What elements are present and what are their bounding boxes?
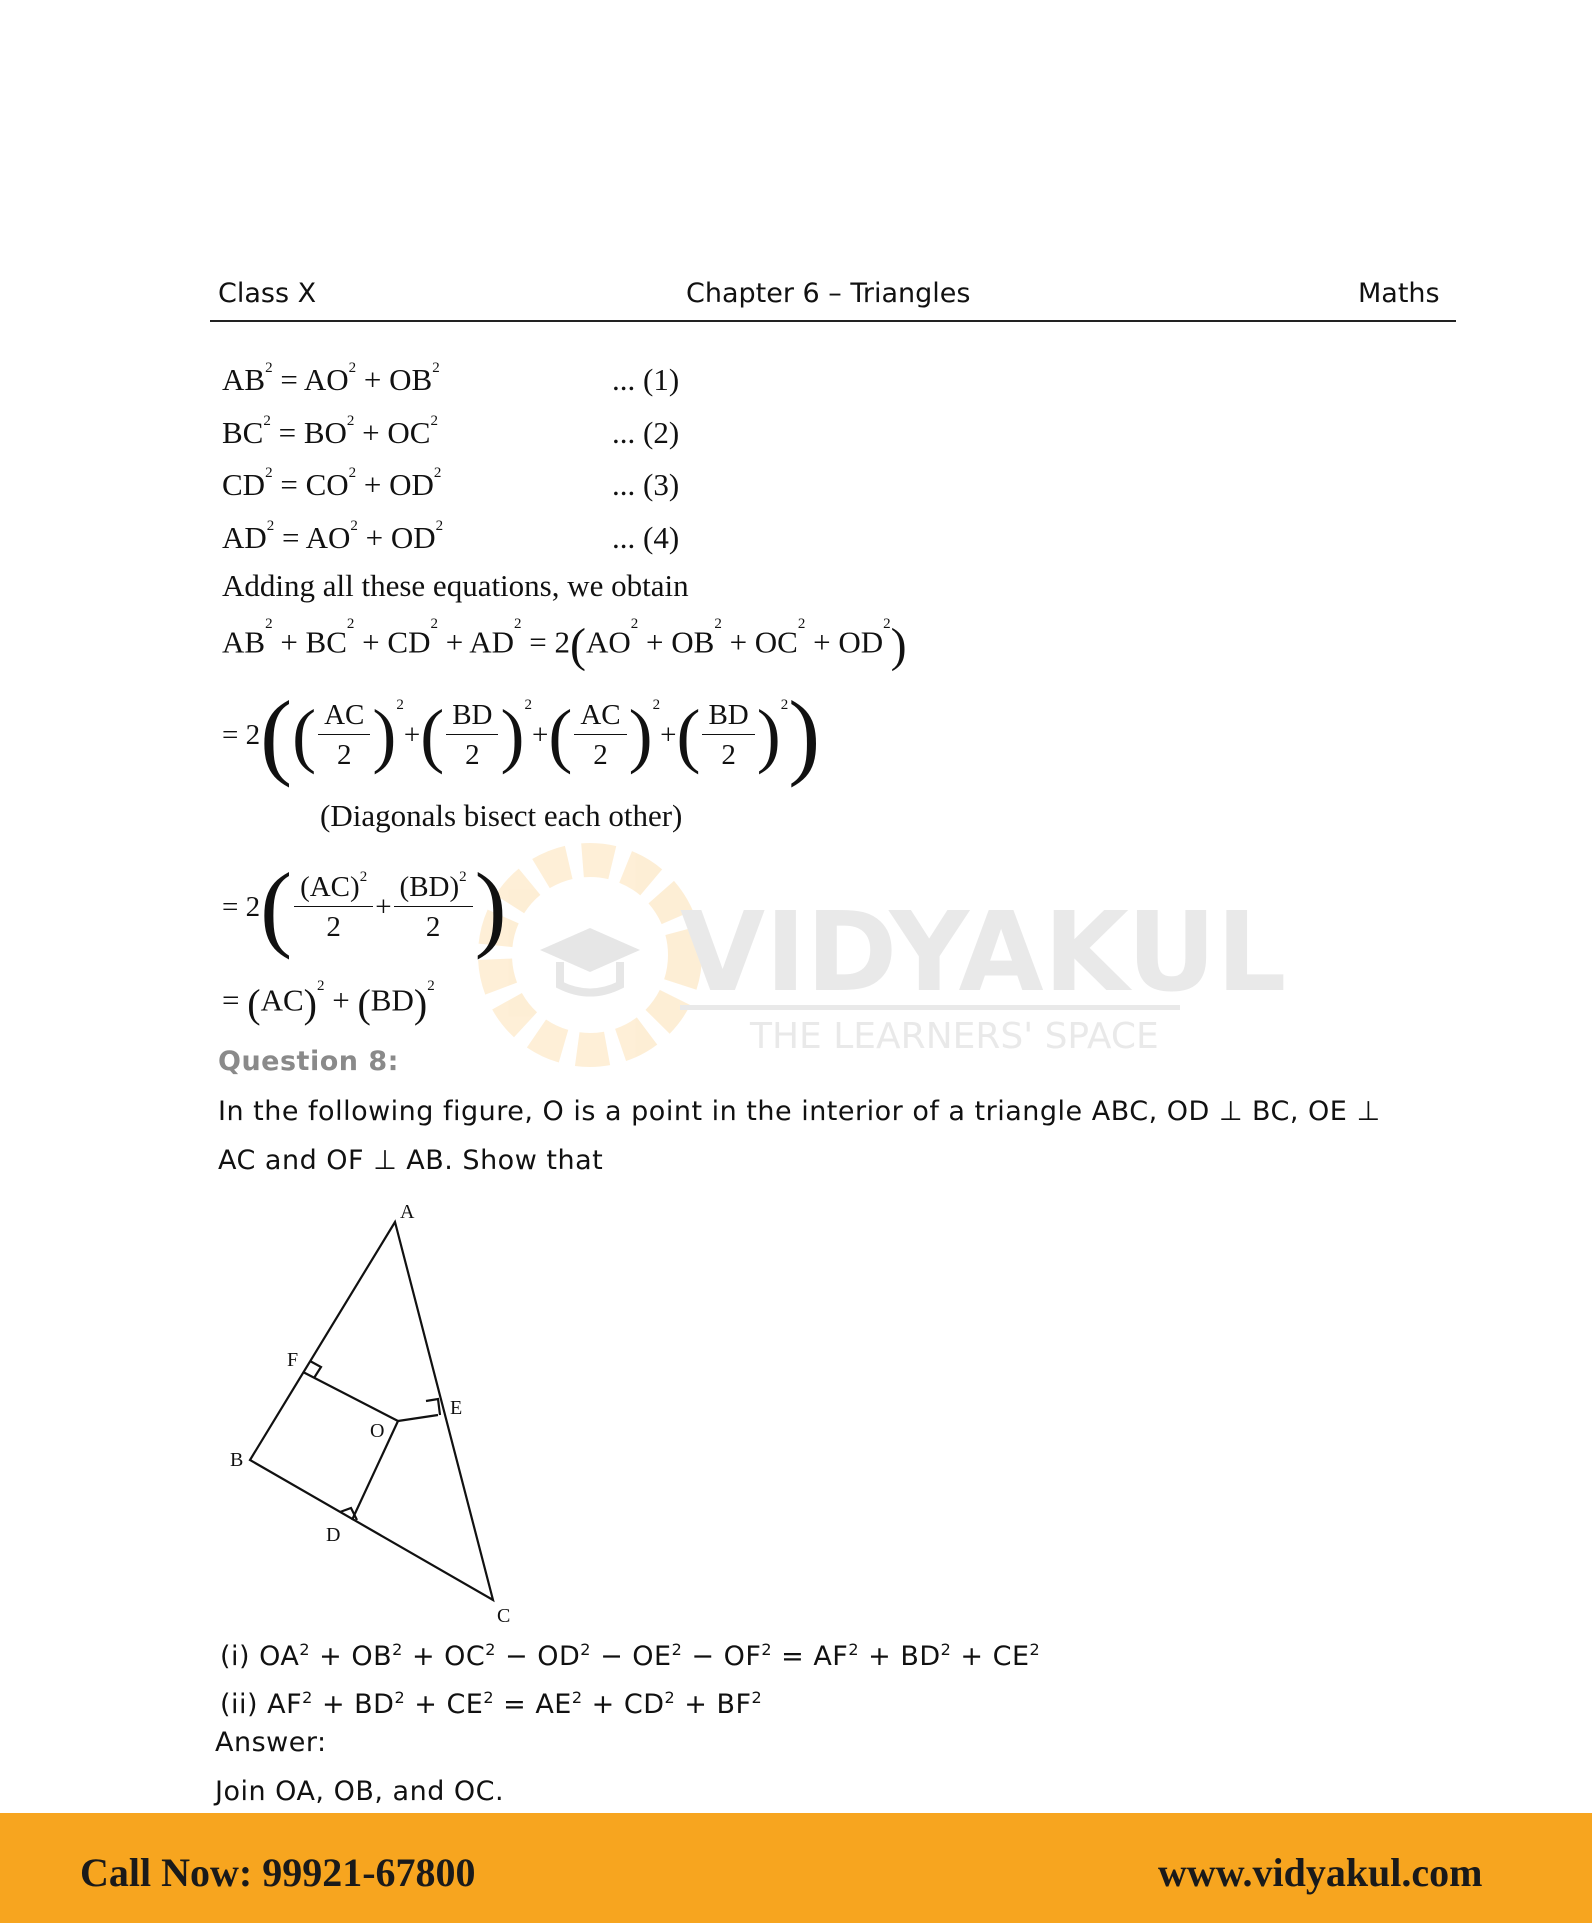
footer-bar [0, 1813, 1592, 1923]
watermark-tagline: THE LEARNERS' SPACE [750, 1016, 1159, 1057]
sum-equation: $AB^2 + BC^2 + CD^2 + AD^2 = 2(AO^2 + OB^2 + OC^2 + OD^2)$ [222, 616, 907, 672]
gear-logo-icon [495, 860, 685, 1050]
label-c: C [497, 1605, 511, 1627]
question-title: Question 8: [218, 1046, 399, 1077]
label-b: B [230, 1449, 244, 1471]
final-result: = (AC)$^2$ + (BD)$^2$ [222, 978, 435, 1026]
header-subject: Maths [1358, 278, 1440, 309]
header-class: Class X [218, 278, 317, 309]
equation-2: $BC^2 = BO^2 + OC^2$ ... (2) [222, 413, 680, 450]
question-line-2: AC and OF ⊥ AB. Show that [218, 1145, 604, 1176]
adding-text: Adding all these equations, we obtain [222, 568, 689, 603]
equation-3: $CD^2 = CO^2 + OD^2$ ... (3) [222, 465, 680, 502]
label-a: A [400, 1201, 415, 1223]
equation-1: $AB^2 = AO^2 + OB^2$ ... (1) [222, 360, 680, 397]
watermark-brand: VIDYAKUL [680, 888, 1287, 1016]
label-f: F [287, 1349, 299, 1371]
part-i: (i) $OA^2 + OB^2 + OC^2 - OD^2 - OE^2 - OF^2 = AF^2 + BD^2 + CE^2$ [220, 1640, 1041, 1672]
squared-diagonal-expression: = 2 ( $\frac{(AC)^2}{2}$ + $\frac{(BD)^2}{2}$ ) [222, 853, 507, 960]
website-link[interactable]: www.vidyakul.com [1158, 1850, 1483, 1895]
triangle-figure [220, 1195, 540, 1635]
answer-label: Answer: [215, 1727, 327, 1758]
part-ii: (ii) $AF^2 + BD^2 + CE^2 = AE^2 + CD^2 + BF^2$ [220, 1688, 763, 1720]
header-chapter: Chapter 6 – Triangles [686, 278, 971, 309]
label-d: D [326, 1524, 341, 1546]
call-now[interactable]: Call Now: 99921-67800 [80, 1850, 476, 1895]
answer-text: Join OA, OB, and OC. [215, 1776, 505, 1807]
question-line-1: In the following figure, O is a point in the interior of a triangle ABC, OD ⊥ BC, OE ⊥ [218, 1096, 1381, 1127]
equation-4: $AD^2 = AO^2 + OD^2$ ... (4) [222, 518, 680, 555]
vidyakul-watermark [480, 840, 1287, 1080]
half-diagonal-expression: = 2 ( ( $\frac{AC}{2}$ ) 2 + ( $\frac{BD}{2}$ ) 2 + ( $\frac{AC}{2}$ ) 2 + ( $\frac{BD}{2}$ ) 2 ) [222, 681, 821, 788]
diagonals-note: (Diagonals bisect each other) [320, 798, 683, 833]
label-o: O [370, 1420, 385, 1442]
label-e: E [450, 1397, 463, 1419]
header-rule [210, 320, 1456, 322]
